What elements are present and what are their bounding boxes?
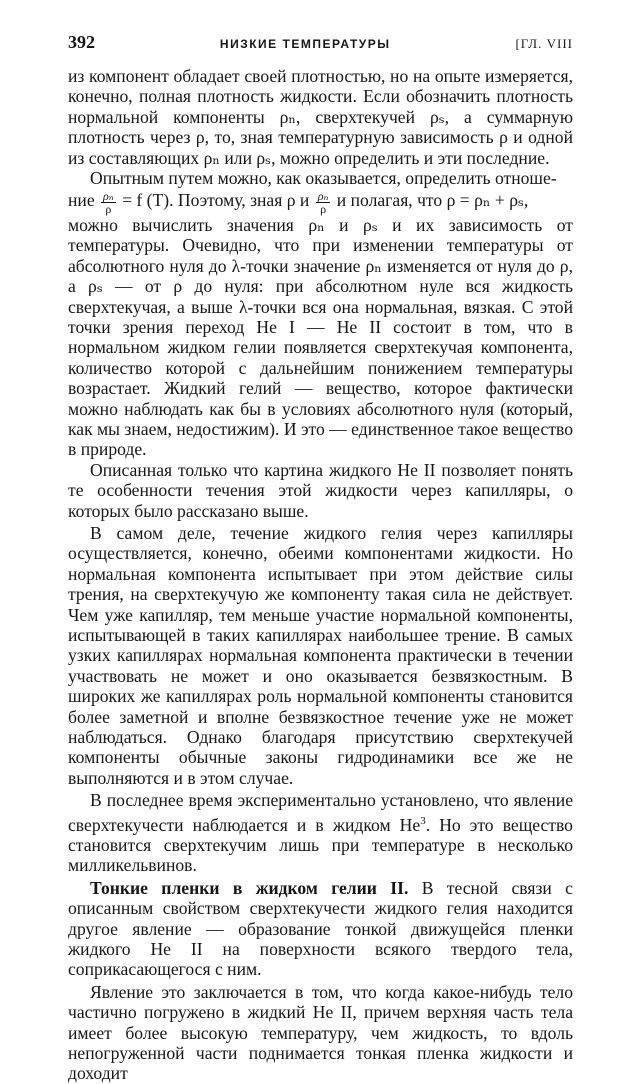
- chapter-label: [ГЛ. VIII: [515, 36, 573, 51]
- page-body: [68, 66, 573, 1084]
- paragraph-2-rest: можно вычислить значения ρₙ и ρₛ и их зависимость от температуры. Очевидно, что при изменении температуры от абсолютного нуля до λ-точки значение ρₙ изменяется от нуля до ρ, а ρₛ — от ρ до нуля: при абсолютном нуле вся жидкость сверхтекучая, а выше λ-точки вся она нормальная, вязкая. С этой точки зрения переход He I — He II состоит в том, что в нормальном жидком гелии появляется сверхтекучая компонента, количество которой с дальнейшим понижением температуры возрастает. Жидкий гелий — вещество, которое фактически можно наблюдать как бы в условиях абсолютного нуля (который, как мы знаем, недостижим). И это — единственное такое вещество в природе.: [68, 214, 573, 460]
- paragraph-4: В самом деле, течение жидкого гелия через капилляры осуществляется, конечно, обеими компонентами жидкости. Но нормальная компонента испытывает при этом действие силы трения, на сверхтекучую же компоненту такая сила не действует. Чем уже капилляр, тем меньше участие нормальной компоненты, испытывающей в таких капиллярах наибольшее трение. В самых узких капиллярах нормальная компонента практически в течении участвовать не может и оно оказывается безвязкостным. В широких же капиллярах роль нормальной компоненты становится более заметной и вполне безвязкостное течение уже не может наблюдаться. Однако благодаря присутствию сверхтекучей компоненты обычные законы гидродинамики все же не выполняются и в этом случае.: [68, 522, 573, 788]
- formula-line: [68, 188, 573, 214]
- section-heading: Тонкие пленки в жидком гелии II.: [90, 877, 409, 898]
- paragraph-7: Явление это заключается в том, что когда какое-нибудь тело частично погружено в жидкий He II, причем верхняя часть тела имеет более высокую температуру, чем жидкость, то вдоль непогруженной части поднимается тонкая пленка жидкости и доходит: [68, 981, 573, 1084]
- fraction-denominator: ρ: [105, 201, 112, 216]
- formula-middle: = f (T). Поэтому, зная ρ и: [122, 190, 310, 211]
- page-header: [68, 32, 573, 54]
- paragraph-6: [68, 878, 573, 980]
- helium-3-superscript: 3: [420, 814, 426, 827]
- fraction-numerator-2: ρₙ: [317, 188, 329, 203]
- paragraph-2-line-1: Опытным путем можно, как оказывается, определить отноше-: [90, 168, 557, 189]
- density-fraction-2: [316, 190, 331, 215]
- paragraph-6-text: В тесной связи с описанным свойством сверхтекучести жидкого гелия находится другое явление — образование тонкой движущейся пленки жидкого He II на поверхности всякого твердого тела, соприкасающегося с ним.: [68, 877, 573, 980]
- fraction-numerator: ρₙ: [103, 188, 114, 203]
- paragraph-1: из компонент обладает своей плотностью, но на опыте измеряется, конечно, полная плотность жидкости. Если обозначить плотность нормальной компоненты ρₙ, сверхтекучей ρₛ, а суммарную плотность через ρ, то, зная температурную зависимость ρ и одной из составляющих ρₙ или ρₛ, можно определить и эти последние.: [68, 66, 573, 168]
- density-fraction: [101, 190, 116, 215]
- paragraph-2: [68, 168, 573, 460]
- paragraph-3: Описанная только что картина жидкого He II позволяет понять те особенности течения этой жидкости через капилляры, о которых было рассказано выше.: [68, 459, 573, 521]
- paragraph-5-post: . Но это вещество становится сверхтекучим лишь при температуре в несколько милликельвинов.: [68, 814, 573, 876]
- formula-prefix: ние: [68, 190, 95, 211]
- fraction-denominator-2: ρ: [320, 201, 327, 216]
- page-number: 392: [68, 32, 95, 52]
- running-title: НИЗКИЕ ТЕМПЕРАТУРЫ: [219, 37, 391, 51]
- paragraph-5: [68, 790, 573, 875]
- formula-suffix: и полагая, что ρ = ρₙ + ρₛ,: [336, 190, 529, 211]
- paragraph-5-pre: В последнее время экспериментально установлено, что явление сверхтекучести наблюдается и в жидком He: [68, 790, 573, 835]
